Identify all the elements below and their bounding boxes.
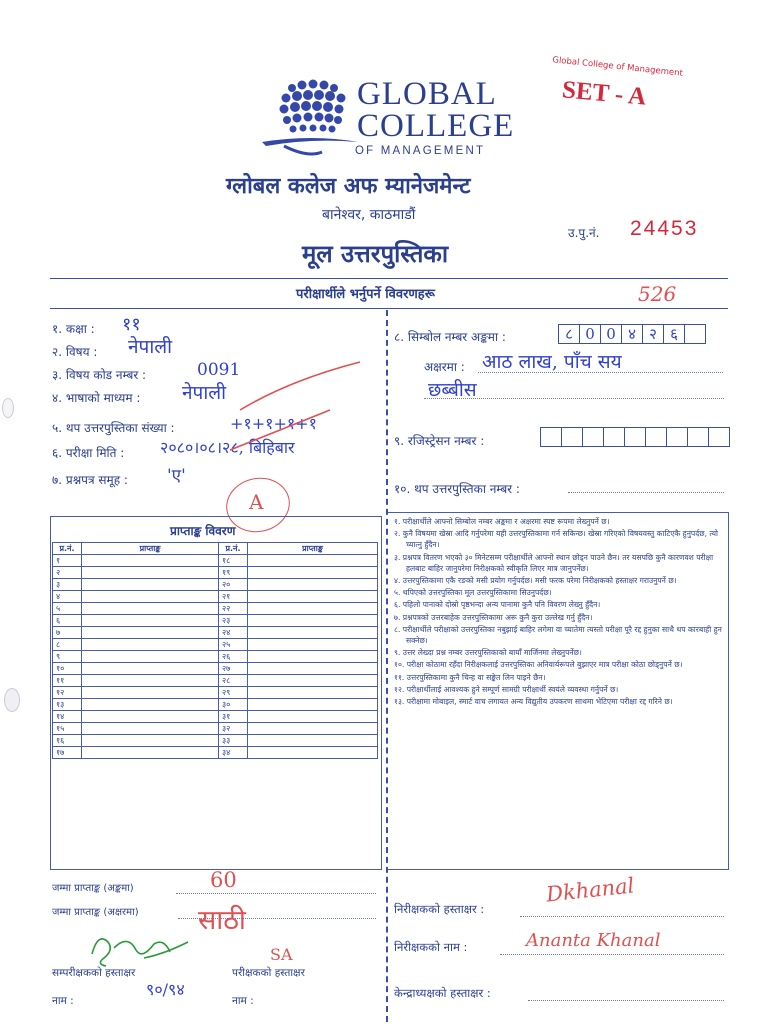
table-row [53, 747, 378, 759]
field-value: +१+१+१+१ [230, 414, 317, 433]
marks-cell[interactable] [248, 615, 378, 627]
marks-cell[interactable] [248, 723, 378, 735]
section-title: परीक्षार्थीले भर्नुपर्ने विवरणहरू [296, 287, 435, 302]
page-title: मूल उत्तरपुस्तिका [302, 240, 449, 268]
symbol-words-line [478, 372, 723, 373]
marks-cell[interactable] [248, 711, 378, 723]
question-number: २६ [219, 651, 248, 663]
invigilator-name-line [500, 954, 724, 955]
instruction-item: ११. उत्तरपुस्तिकामा कुनै चिन्ह वा सङ्केत लिन पाइने छैन। [394, 672, 546, 682]
col-header: प्र.नं. [53, 543, 82, 555]
table-row [53, 615, 378, 627]
marks-cell[interactable] [248, 747, 378, 759]
instruction-item: २. कुनै विषयमा खेस्रा आदि गर्नुपरेमा यही उत्तरपुस्तिकामा गर्न सकिन्छ। खेस्रा गरिएको विषयवस्तु काटिएकै हुनुपर्दछ, त्यो च्यात्नु हुँदैन। [394, 529, 718, 550]
examiner-mark: SA [270, 945, 293, 964]
question-number: ६ [53, 615, 82, 627]
name-label-coexaminer: नाम : [52, 995, 74, 1007]
question-number: १४ [53, 711, 82, 723]
total-digits-value: 60 [210, 868, 237, 892]
instruction-item: ५. थपिएको उत्तरपुस्तिका मूल उत्तरपुस्तिकामा सिउनुपर्दछ। [394, 588, 552, 598]
logo-text-of-management: OF MANAGEMENT [355, 145, 486, 157]
section-bottom-rule [50, 308, 728, 309]
college-stamp-text: Global College of Management [551, 55, 684, 79]
marks-cell[interactable] [248, 699, 378, 711]
table-row [53, 567, 378, 579]
table-row [53, 603, 378, 615]
symbol-digit-box[interactable]: ८ [558, 324, 580, 344]
marks-cell[interactable] [248, 651, 378, 663]
handwritten-code: 526 [638, 282, 677, 306]
question-number: १५ [53, 723, 82, 735]
question-number: १९ [219, 567, 248, 579]
registration-boxes [540, 426, 729, 447]
instruction-item: १२. परीक्षार्थीलाई आवश्यक हुने सम्पूर्ण सामग्री परीक्षार्थी स्वयंले व्यवस्था गर्नुपर्ने छ। [394, 684, 619, 694]
field-label: ७. प्रश्नपत्र समूह : [52, 473, 128, 487]
extra-copy-line[interactable] [568, 492, 724, 493]
coexaminer-signature [84, 924, 194, 970]
coexaminer-note: ९०/९४ [146, 980, 185, 999]
symbol-digit-box[interactable]: ४ [621, 324, 643, 344]
instruction-item: ९. उत्तर लेख्दा प्रश्न नम्बर उत्तरपुस्तिकाको बायाँ मार्जिनमा लेख्नुपर्नेछ। [394, 648, 582, 658]
table-row [53, 687, 378, 699]
punch-hole-top [2, 398, 14, 418]
extra-copy-label: १०. थप उत्तरपुस्तिका नम्बर : [394, 482, 520, 496]
marks-cell[interactable] [82, 747, 219, 759]
answer-book-number: 24453 [630, 217, 699, 240]
table-row [53, 555, 378, 567]
field-value: ११ [122, 314, 141, 335]
examiner-sign-label: परीक्षकको हस्ताक्षर [232, 967, 305, 979]
registration-digit-box[interactable] [540, 427, 562, 447]
question-number: २० [219, 579, 248, 591]
table-row [53, 663, 378, 675]
marks-cell[interactable] [82, 567, 219, 579]
question-number: ३ [53, 579, 82, 591]
marks-cell[interactable] [82, 735, 219, 747]
marks-cell[interactable] [82, 615, 219, 627]
logo-text-college: COLLEGE [357, 108, 515, 144]
invigilator-sign-line [520, 916, 724, 917]
center-chief-sign-line [528, 1000, 724, 1001]
group-circle-letter: A [249, 490, 264, 514]
symbol-digit-box[interactable]: ६ [663, 324, 685, 344]
examiner-check-marks [220, 350, 380, 460]
marks-cell[interactable] [82, 663, 219, 675]
symbol-words-value-2: छब्बीस [428, 379, 477, 401]
marks-cell[interactable] [248, 591, 378, 603]
invigilator-sign-label: निरीक्षकको हस्ताक्षर : [394, 902, 485, 916]
marks-cell[interactable] [82, 675, 219, 687]
registration-digit-box[interactable] [603, 427, 625, 447]
symbol-words-label: अक्षरमा : [424, 360, 465, 374]
marks-cell[interactable] [82, 711, 219, 723]
question-number: २१ [219, 591, 248, 603]
question-number: २९ [219, 687, 248, 699]
marks-cell[interactable] [82, 699, 219, 711]
marks-cell[interactable] [248, 579, 378, 591]
instruction-item: ४. उत्तरपुस्तिकामा एकै रङको मसी प्रयोग गर्नुपर्दछ। मसी फरक परेमा निरीक्षकको हस्ताक्षर गराउनुपर्ने छ। [394, 576, 677, 586]
marks-cell[interactable] [82, 603, 219, 615]
question-number: २२ [219, 603, 248, 615]
table-row [53, 699, 378, 711]
symbol-words-line-2 [424, 398, 724, 399]
instruction-item: ८. परीक्षार्थीले परीक्षाको उत्तरपुस्तिका नबुझाई बाहिर लगेमा वा च्यातेमा त्यस्तो परीक्षा पूरै रद्द हुनुका साथै थप कारबाही हुन सक्नेछ। [394, 624, 722, 646]
table-row [53, 639, 378, 651]
table-row [53, 579, 378, 591]
instruction-item: ६. पहिलो पानाको दोस्रो पृष्ठभन्दा अन्य पानामा कुनै पनि विवरण लेख्नु हुँदैन। [394, 600, 601, 610]
field-question-group [52, 466, 382, 492]
field-value: नेपाली [182, 382, 227, 404]
marks-cell[interactable] [82, 579, 219, 591]
marks-cell[interactable] [82, 555, 219, 567]
registration-digit-box[interactable] [561, 427, 583, 447]
table-row [53, 723, 378, 735]
field-label: ४. भाषाको माध्यम : [52, 391, 141, 405]
col-header: प्राप्ताङ्क [248, 543, 378, 555]
field-label: ५. थप उत्तरपुस्तिका संख्या : [52, 421, 175, 435]
marks-cell[interactable] [82, 687, 219, 699]
field-label: १. कक्षा : [52, 322, 95, 336]
symbol-number-label: ८. सिम्बोल नम्बर अङ्कमा : [394, 330, 506, 344]
marks-cell[interactable] [248, 639, 378, 651]
marks-cell[interactable] [248, 627, 378, 639]
registration-digit-box[interactable] [666, 427, 688, 447]
registration-digit-box[interactable] [582, 427, 604, 447]
registration-digit-box[interactable] [624, 427, 646, 447]
name-label-examiner: नाम : [232, 995, 254, 1007]
invigilator-name-value: Ananta Khanal [526, 930, 661, 951]
question-number: २३ [219, 615, 248, 627]
marks-cell[interactable] [248, 603, 378, 615]
field-value: २०८०।०८।२८, बिहिबार [160, 438, 295, 457]
answer-book-number-label: उ.पु.नं. [568, 226, 600, 240]
question-number: ३३ [219, 735, 248, 747]
college-name-nepali: ग्लोबल कलेज अफ म्यानेजमेन्ट [226, 174, 471, 199]
marks-table-title: प्राप्ताङ्क विवरण [170, 524, 236, 538]
marks-cell[interactable] [248, 735, 378, 747]
table-row [53, 651, 378, 663]
college-address: बानेश्वर, काठमाडौं [322, 207, 416, 223]
question-number: १३ [53, 699, 82, 711]
symbol-words-value: आठ लाख, पाँच सय [482, 351, 622, 373]
question-number: ४ [53, 591, 82, 603]
table-row [53, 627, 378, 639]
question-number: ३१ [219, 711, 248, 723]
marks-cell[interactable] [248, 675, 378, 687]
question-number: १२ [53, 687, 82, 699]
field-class [52, 314, 382, 341]
instructions-list [394, 516, 724, 708]
question-number: १८ [219, 555, 248, 567]
coexaminer-sign-label: सम्परीक्षकको हस्ताक्षर [52, 967, 136, 979]
field-value: नेपाली [128, 336, 173, 358]
question-number: २४ [219, 627, 248, 639]
marks-cell[interactable] [248, 663, 378, 675]
marks-table-wrap [52, 542, 378, 759]
col-header: प्राप्ताङ्क [82, 543, 219, 555]
question-number: ५ [53, 603, 82, 615]
invigilator-sign-value: Dkhanal [544, 873, 636, 907]
table-row [53, 735, 378, 747]
symbol-digit-box[interactable] [684, 324, 706, 344]
table-row [53, 591, 378, 603]
total-words-label: जम्मा प्राप्ताङ्क (अक्षरमा) [52, 907, 139, 918]
total-digits-line [176, 893, 376, 894]
registration-digit-box[interactable] [645, 427, 667, 447]
section-top-rule [50, 278, 728, 279]
question-number: १० [53, 663, 82, 675]
set-label: SET - A [561, 76, 648, 111]
marks-cell[interactable] [82, 651, 219, 663]
question-number: १७ [53, 747, 82, 759]
marks-table [52, 542, 378, 759]
instruction-item: ७. प्रश्नपत्रको उत्तरबाहेक उत्तरपुस्तिकामा अरू कुनै कुरा उल्लेख गर्नु हुँदैन। [394, 612, 593, 622]
field-label: ६. परीक्षा मिति : [52, 446, 125, 460]
instruction-item: ३. प्रश्नपत्र वितरण भएको ३० मिनेटसम्म परीक्षार्थीले आफ्नो स्थान छोड्न पाउने छैन। तर यसपछि कुनै कारणवश परीक्षा हलबाट बाहिर जानुपरेमा निरीक्षकको स्वीकृति लिएर मात्र जानुपर्नेछ। [394, 552, 714, 573]
registration-digit-box[interactable] [708, 427, 730, 447]
instruction-item: १३. परीक्षामा मोबाइल, स्मार्ट वाच लगायत अन्य विद्युतीय उपकरण साथमा भेटिएमा परीक्षा रद्द गरिने छ। [394, 697, 673, 707]
logo-text-global: GLOBAL [357, 76, 497, 112]
punch-hole-bottom [4, 688, 20, 712]
question-number: ११ [53, 675, 82, 687]
college-logo [262, 76, 362, 162]
symbol-digit-box[interactable]: 0 [600, 324, 622, 344]
marks-cell[interactable] [248, 555, 378, 567]
registration-label: ९. रजिस्ट्रेसन नम्बर : [394, 434, 485, 448]
field-label: ३. विषय कोड नम्बर : [52, 368, 147, 382]
symbol-digit-box[interactable]: २ [642, 324, 664, 344]
question-number: ३४ [219, 747, 248, 759]
question-number: २५ [219, 639, 248, 651]
question-number: २ [53, 567, 82, 579]
total-digits-label: जम्मा प्राप्ताङ्क (अङ्कमा) [52, 883, 134, 894]
marks-cell[interactable] [82, 639, 219, 651]
question-number: ७ [53, 627, 82, 639]
question-number: ९ [53, 651, 82, 663]
instruction-item: १. परीक्षार्थीले आफ्नो सिम्बोल नम्बर अङ्कमा र अक्षरमा स्पष्ट रूपमा लेख्नुपर्ने छ। [394, 517, 610, 526]
center-chief-sign-label: केन्द्राध्यक्षको हस्ताक्षर : [394, 986, 491, 1000]
question-number: २८ [219, 675, 248, 687]
table-row [53, 675, 378, 687]
instruction-item: १०. परीक्षा कोठामा रहँदा निरीक्षकलाई उत्तरपुस्तिका अनिवार्यरूपले बुझाएर मात्र परीक्षा कोठा छोड्नुपर्ने छ। [394, 660, 683, 670]
marks-cell[interactable] [248, 567, 378, 579]
field-label: २. विषय : [52, 345, 98, 359]
question-number: ३२ [219, 723, 248, 735]
question-number: १ [53, 555, 82, 567]
marks-cell[interactable] [82, 627, 219, 639]
registration-digit-box[interactable] [687, 427, 709, 447]
total-words-value: साठी [198, 905, 246, 936]
field-value: 'ए' [167, 466, 186, 486]
marks-table-body [53, 555, 378, 759]
field-value: 0091 [197, 360, 241, 380]
invigilator-name-label: निरीक्षकको नाम : [394, 940, 468, 954]
symbol-digit-box[interactable]: 0 [579, 324, 601, 344]
question-number: १६ [53, 735, 82, 747]
question-number: ३० [219, 699, 248, 711]
marks-cell[interactable] [82, 591, 219, 603]
table-row [53, 711, 378, 723]
question-number: ८ [53, 639, 82, 651]
marks-cell[interactable] [82, 723, 219, 735]
col-header: प्र.नं. [219, 543, 248, 555]
marks-cell[interactable] [248, 687, 378, 699]
question-number: २७ [219, 663, 248, 675]
symbol-number-boxes [558, 323, 705, 344]
